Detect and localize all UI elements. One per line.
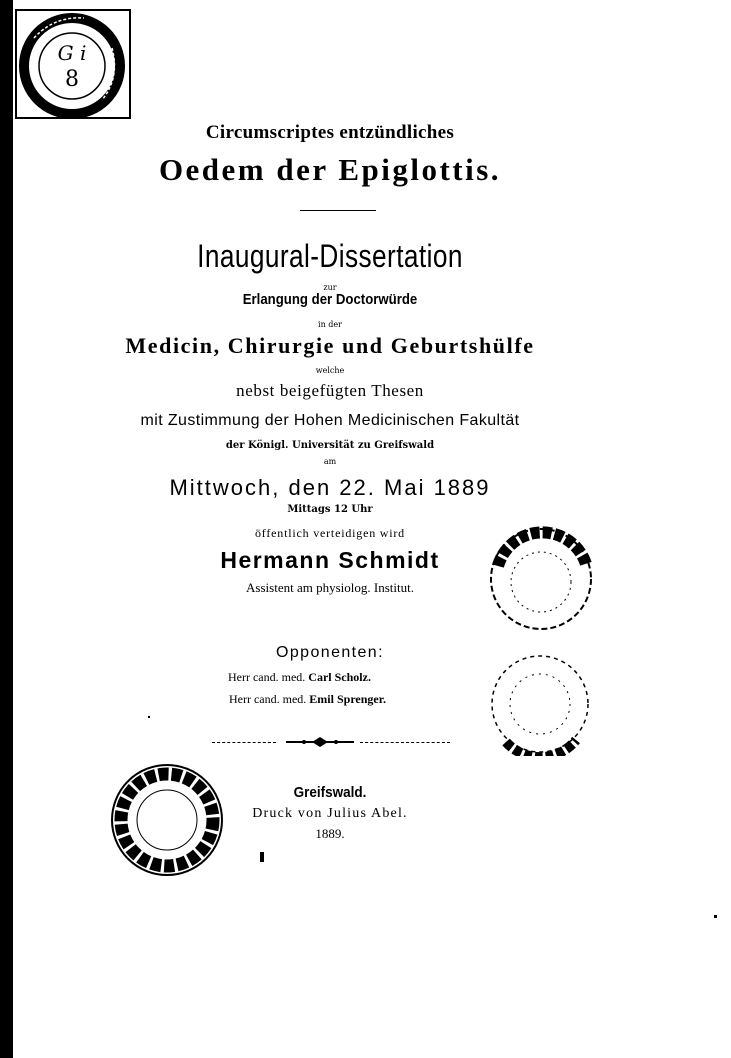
scan-left-edge <box>0 0 13 1058</box>
opponent-1 <box>228 670 371 685</box>
svg-text:8: 8 <box>65 67 79 92</box>
text-fields: Medicin, Chirurgie und Geburtshülfe <box>125 333 535 358</box>
text-verteidigen: öffentlich verteidigen wird <box>254 526 405 540</box>
library-stamp-right-upper <box>478 524 604 634</box>
title-line-2: Oedem der Epiglottis. <box>158 152 502 187</box>
opponent-2 <box>229 692 386 707</box>
opponent-1-name: Carl Scholz. <box>308 670 371 684</box>
title-line-1: Circumscriptes entzündliches <box>205 122 455 143</box>
ink-speck <box>714 915 717 918</box>
text-in-der: in der <box>318 320 342 329</box>
text-zustimmung: mit Zustimmung der Hohen Medicinischen Fakultät <box>140 412 520 429</box>
opponent-1-prefix: Herr cand. med. <box>228 670 306 684</box>
library-stamp-top-left <box>14 8 132 120</box>
library-stamp-right-lower <box>476 652 604 756</box>
imprint-year: 1889. <box>315 826 345 841</box>
author-name: Hermann Schmidt <box>220 547 440 573</box>
text-welche: welche <box>315 366 345 375</box>
text-universitaet: der Königl. Universität zu Greifswald <box>225 440 435 451</box>
opponent-2-name: Emil Sprenger. <box>309 692 386 706</box>
ornament-rule-right <box>360 742 450 743</box>
defense-time: Mittags 12 Uhr <box>287 504 373 515</box>
opponents-heading: Opponenten: <box>276 644 384 661</box>
text-am: am <box>323 457 337 466</box>
text-erlangung: Erlangung der Doctorwürde <box>242 291 418 308</box>
imprint-place: Greifswald. <box>293 784 367 801</box>
imprint-printer: Druck von Julius Abel. <box>252 806 408 821</box>
defense-date: Mittwoch, den 22. Mai 1889 <box>169 475 491 500</box>
ink-speck <box>260 852 264 862</box>
author-role: Assistent am physiolog. Institut. <box>246 580 414 595</box>
ornament-divider <box>286 735 354 749</box>
text-zur: zur <box>323 283 337 292</box>
ink-speck <box>148 716 150 718</box>
svg-text:G i: G i <box>57 41 87 65</box>
title-rule <box>300 210 376 211</box>
dissertation-heading: Inaugural-Dissertation <box>197 238 463 274</box>
text-thesen: nebst beigefügten Thesen <box>236 381 424 400</box>
opponent-2-prefix: Herr cand. med. <box>229 692 307 706</box>
ornament-rule-left <box>212 742 276 743</box>
